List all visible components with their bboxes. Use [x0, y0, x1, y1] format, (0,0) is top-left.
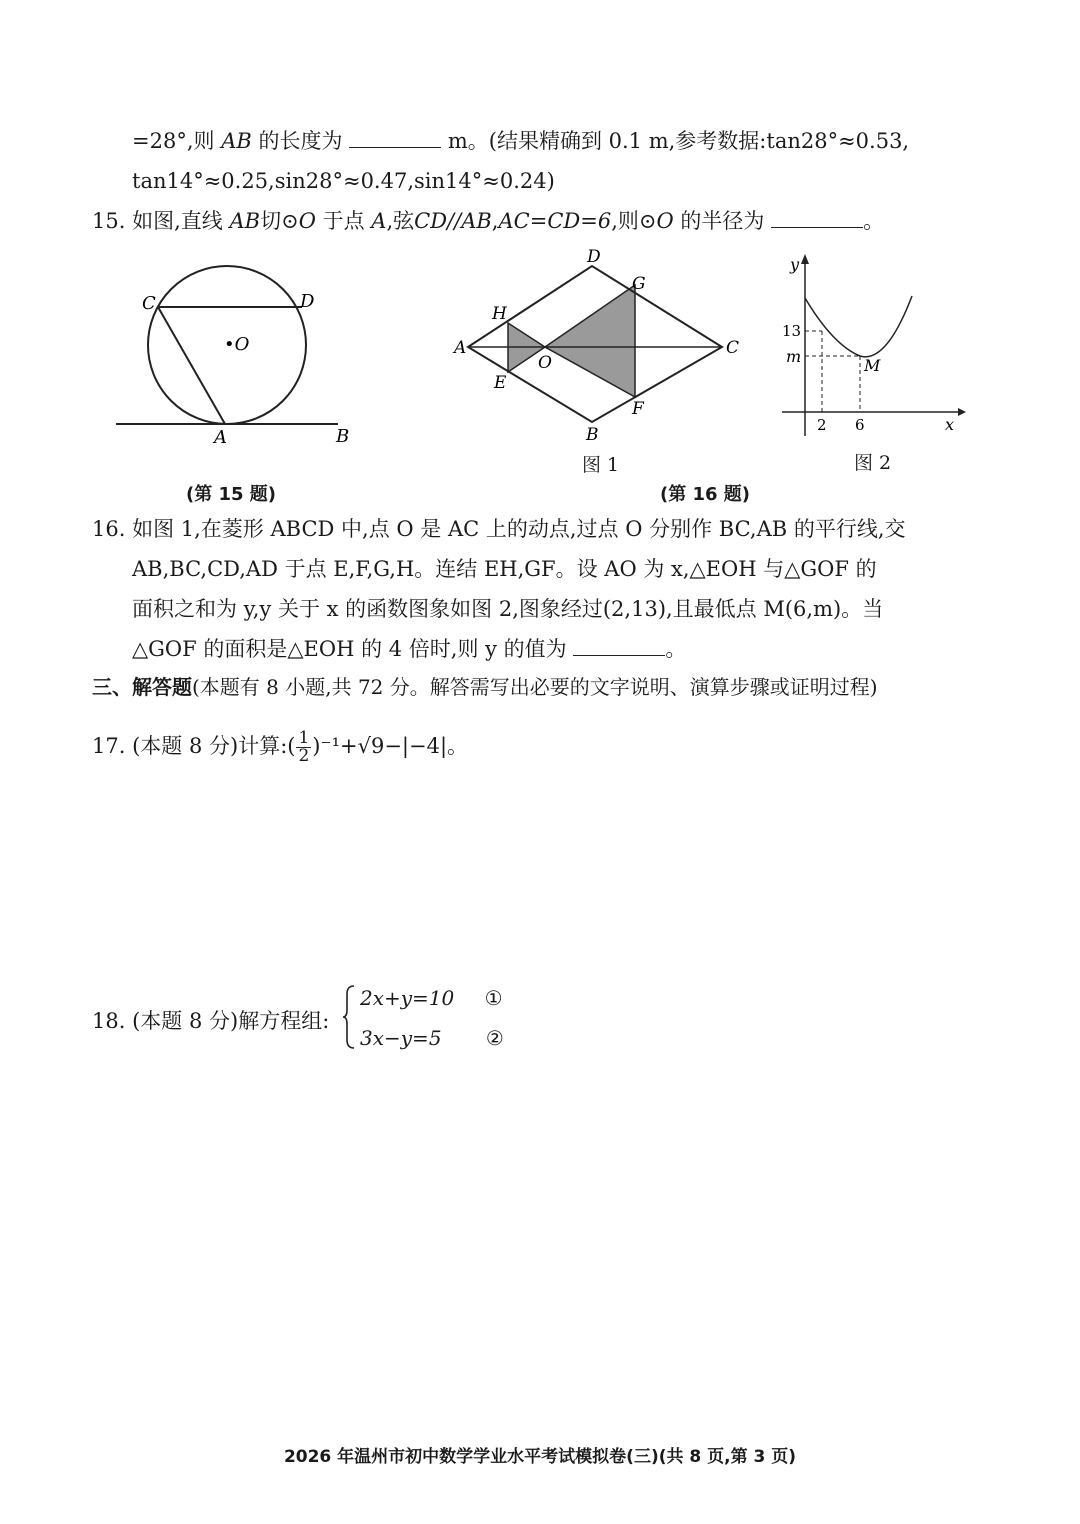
- q16-label-c: C: [726, 338, 740, 358]
- q15-stem: [92, 206, 1000, 236]
- q16-line1-text: 如图 1,在菱形 ABCD 中,点 O 是 AC 上的动点,过点 O 分别作 BC,AB 的平行线,交: [132, 517, 906, 541]
- q16-graph-label-6: 6: [855, 416, 865, 434]
- q15-label-c: C: [142, 293, 156, 314]
- q14-text-d: m。(结果精确到 0.1 m,参考数据:tan28°≈0.53,: [447, 129, 910, 153]
- q16-label-d: D: [587, 248, 601, 267]
- section3-desc: (本题有 8 小题,共 72 分。解答需写出必要的文字说明、演算步骤或证明过程): [192, 675, 878, 699]
- q15-o1: O: [298, 209, 316, 233]
- q16-graph-x-arrow: [958, 408, 966, 416]
- q14-answer-blank[interactable]: [349, 129, 441, 148]
- q16-triangle-gof: [545, 285, 635, 397]
- q16-caption: (第 16 题): [660, 484, 751, 505]
- q15-text-b: 切⊙: [260, 209, 299, 233]
- q16-graph-label-x: x: [945, 415, 955, 434]
- q16-label-b: B: [586, 425, 599, 443]
- q16-rhombus-figure: [450, 248, 750, 443]
- q18-eq1-tag: ①: [484, 986, 503, 1010]
- q15-end: 。: [863, 209, 885, 233]
- q16-fig1-caption: 图 1: [582, 454, 620, 476]
- q16-stem-line1: [92, 514, 1000, 544]
- q16-label-e: E: [494, 373, 507, 393]
- q16-label-o: O: [538, 353, 552, 373]
- q16-fig2-caption: 图 2: [854, 452, 892, 474]
- q18-brace: [342, 984, 356, 1050]
- q16-graph-label-y: y: [790, 255, 800, 274]
- q15-answer-blank[interactable]: [771, 209, 863, 228]
- q14-text-a: =28°,则: [132, 129, 215, 153]
- q16-label-h: H: [492, 304, 507, 324]
- q15-text-f: ,则⊙: [611, 209, 657, 233]
- q18-stem: [92, 1006, 1000, 1036]
- q17-frac-den: 2: [298, 746, 310, 766]
- q16-graph-label-2: 2: [817, 416, 827, 434]
- q16-label-a: A: [454, 338, 467, 358]
- q16-line4-text: △GOF 的面积是△EOH 的 4 倍时,则 y 的值为: [132, 637, 567, 661]
- q16-label-f: F: [632, 399, 644, 419]
- q15-text-d: ,弦: [386, 209, 415, 233]
- q15-accd: AC=CD=6: [498, 209, 612, 233]
- q15-label-a: A: [214, 427, 227, 448]
- q16-graph-label-13: 13: [782, 322, 802, 340]
- q17-stem: [92, 730, 1000, 765]
- q17-number: 17.: [92, 734, 126, 758]
- q16-stem-line4: [132, 634, 1000, 664]
- q16-graph-y-arrow: [801, 254, 809, 264]
- q15-chord-ac: [158, 307, 225, 424]
- q16-stem-line3: 面积之和为 y,y 关于 x 的函数图象如图 2,图象经过(2,13),且最低点 M(6,m)。当: [132, 597, 884, 621]
- q16-graph-label-m: m: [786, 347, 802, 366]
- q18-eq2-tag: ②: [485, 1026, 504, 1050]
- q16-graph-label-mpoint: M: [864, 356, 881, 375]
- q15-a: A: [371, 209, 387, 233]
- q17-fraction: [296, 730, 311, 765]
- q15-caption: (第 15 题): [186, 484, 277, 505]
- q15-label-d: D: [300, 291, 315, 312]
- q15-text-e: ,: [491, 209, 499, 233]
- q16-graph-curve: [805, 296, 912, 357]
- q14-continuation-line1: [132, 126, 1000, 156]
- q18-equation-1: [360, 984, 503, 1012]
- q14-continuation-line2: tan14°≈0.25,sin28°≈0.47,sin14°≈0.24): [132, 169, 555, 193]
- q15-number: 15.: [92, 209, 126, 233]
- q16-line4-end: 。: [665, 637, 687, 661]
- q15-text-c: 于点: [322, 209, 365, 233]
- q15-circle-figure: [110, 255, 360, 455]
- q15-label-o: •O: [224, 334, 250, 355]
- q18-text: (本题 8 分)解方程组:: [132, 1009, 330, 1033]
- q18-equation-2: [360, 1024, 504, 1052]
- q14-ab: AB: [221, 129, 252, 153]
- q18-eq2: 3x−y=5: [360, 1026, 442, 1050]
- q16-stem-line2: AB,BC,CD,AD 于点 E,F,G,H。连结 EH,GF。设 AO 为 x,△EOH 与△GOF 的: [132, 557, 877, 581]
- q15-ab: AB: [229, 209, 261, 233]
- q16-answer-blank[interactable]: [573, 637, 665, 656]
- q15-o2: O: [656, 209, 674, 233]
- q16-number: 16.: [92, 517, 126, 541]
- q18-eq1: 2x+y=10: [360, 986, 455, 1010]
- q15-text-g: 的半径为: [680, 209, 765, 233]
- q16-label-g: G: [632, 274, 646, 294]
- section3-title: 三、解答题: [92, 675, 192, 699]
- q15-text-a: 如图,直线: [132, 209, 223, 233]
- page-footer: 2026 年温州市初中数学学业水平考试模拟卷(三)(共 8 页,第 3 页): [283, 1447, 797, 1467]
- q15-cdab: CD//AB: [414, 209, 492, 233]
- q15-label-b: B: [336, 426, 350, 447]
- q14-text-c: 的长度为: [258, 129, 343, 153]
- q17-rest: )⁻¹+√9−|−4|。: [312, 734, 469, 758]
- q17-frac-num: 1: [298, 728, 310, 748]
- q16-graph-figure: [778, 250, 968, 440]
- q17-text: (本题 8 分)计算:(: [132, 734, 296, 758]
- q18-number: 18.: [92, 1009, 126, 1033]
- section3-heading: [92, 672, 1000, 702]
